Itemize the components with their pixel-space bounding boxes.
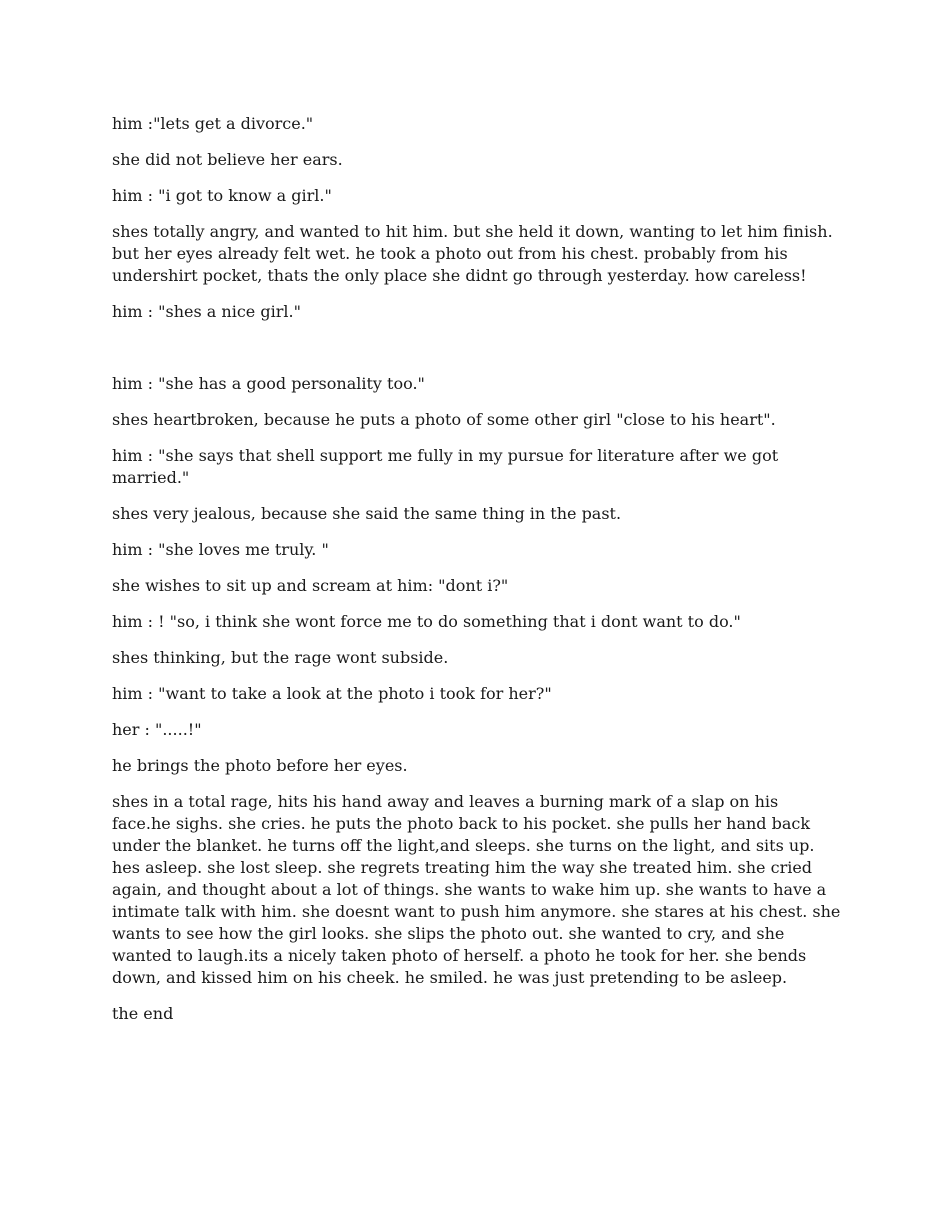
paragraph-5: him : "shes a nice girl." — [112, 302, 301, 321]
paragraph-13: shes thinking, but the rage wont subside. — [112, 648, 449, 667]
paragraph-1: him :"lets get a divorce." — [112, 114, 314, 133]
paragraph-7: shes heartbroken, because he puts a photo of some other girl "close to his heart". — [112, 410, 776, 429]
paragraph-3: him : "i got to know a girl." — [112, 186, 332, 205]
paragraph-8: him : "she says that shell support me fully in my pursue for literature after we got married." — [112, 446, 779, 487]
paragraph-10: him : "she loves me truly. " — [112, 540, 329, 559]
paragraph-14: him : "want to take a look at the photo i took for her?" — [112, 684, 552, 703]
paragraph-16: he brings the photo before her eyes. — [112, 756, 408, 775]
paragraph-17: shes in a total rage, hits his hand away and leaves a burning mark of a slap on his face.he sighs. she cries. he puts the photo back to his pocket. she pulls her hand back under the blanket. he turns off the light,and sleeps. she turns on the light, and sits up. hes asleep. she lost sleep. she regrets treating him the way she treated him. she cried again, and thought about a lot of things. she wants to wake him up. she wants to have a intimate talk with him. she doesnt want to push him anymore. she stares at his chest. she wants to see how the girl looks. she slips the photo out. she wanted to cry, and she wanted to laugh.its a nicely taken photo of herself. a photo he took for her. she bends down, and kissed him on his cheek. he smiled. he was just pretending to be asleep. — [112, 792, 841, 987]
paragraph-18: the end — [112, 1004, 174, 1023]
document-body — [112, 113, 842, 1039]
blank-line — [112, 337, 842, 359]
paragraph-11: she wishes to sit up and scream at him: "dont i?" — [112, 576, 509, 595]
paragraph-6: him : "she has a good personality too." — [112, 374, 425, 393]
paragraph-15: her : ".....!" — [112, 720, 202, 739]
paragraph-12: him : ! "so, i think she wont force me to do something that i dont want to do." — [112, 612, 741, 631]
paragraph-2: she did not believe her ears. — [112, 150, 343, 169]
paragraph-4: shes totally angry, and wanted to hit him. but she held it down, wanting to let him finish. but her eyes already felt wet. he took a photo out from his chest. probably from his undershirt pocket, thats the only place she didnt go through yesterday. how careless! — [112, 222, 833, 285]
paragraph-9: shes very jealous, because she said the same thing in the past. — [112, 504, 622, 523]
